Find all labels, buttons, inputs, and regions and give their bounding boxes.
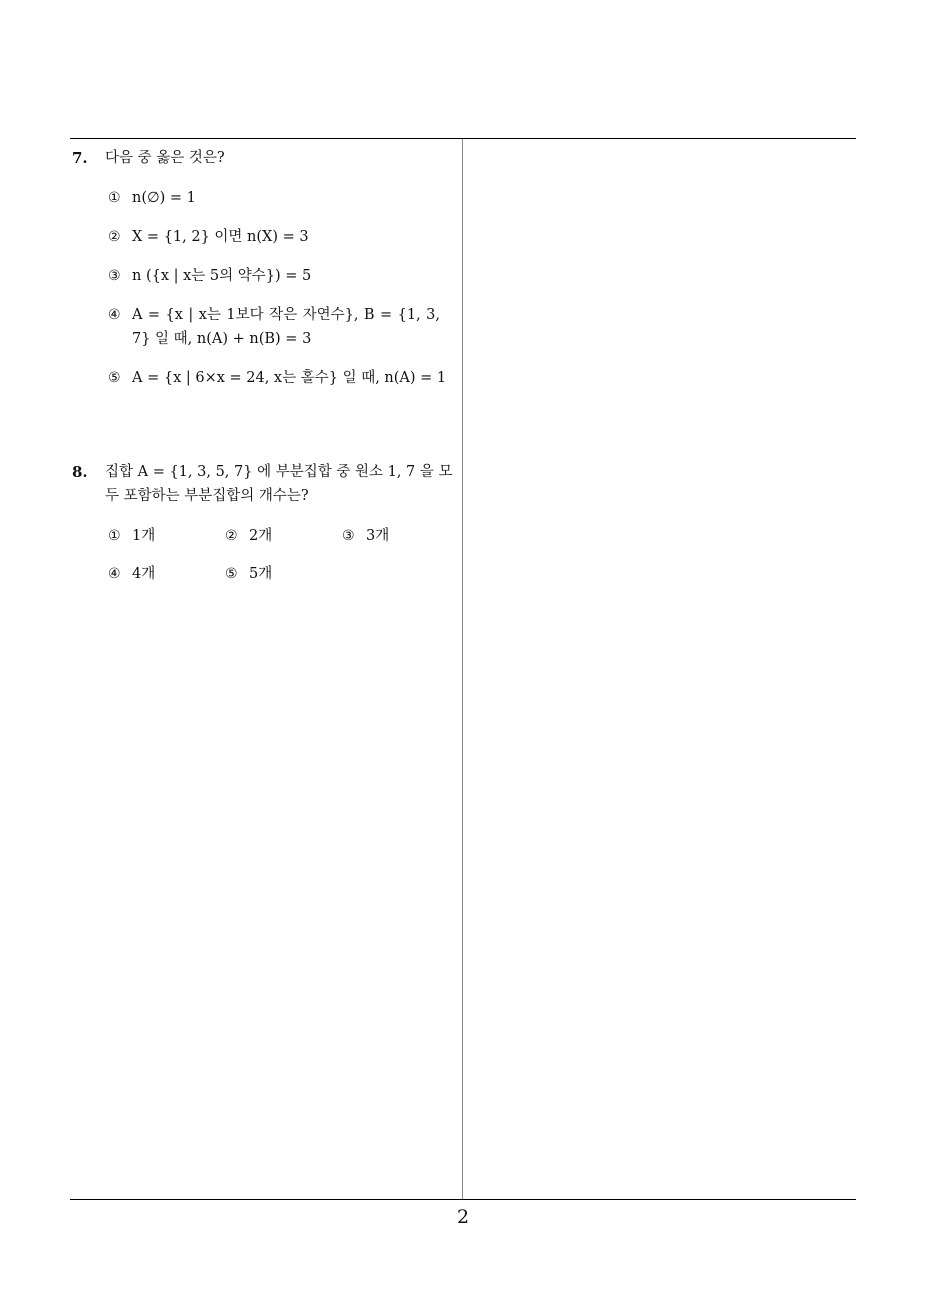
choice-text: A = {x | x는 1보다 작은 자연수}, B = {1, 3, 7} 일 때, n(A) + n(B) = 3 — [132, 307, 440, 347]
choice-marker: ③ — [342, 528, 355, 544]
choice-text: n(∅) = 1 — [132, 190, 196, 206]
choice-3[interactable] — [342, 524, 459, 548]
top-rule — [70, 138, 856, 139]
choice-text: 1개 — [132, 528, 156, 544]
choice-1[interactable] — [108, 524, 225, 548]
choice-marker: ③ — [108, 268, 121, 284]
choice-2[interactable] — [108, 225, 456, 249]
choice-1[interactable] — [108, 186, 456, 210]
question-text: 집합 A = {1, 3, 5, 7} 에 부분집합 중 원소 1, 7 을 모두 포함하는 부분집합의 개수는? — [105, 464, 453, 504]
choice-marker: ② — [225, 528, 238, 544]
choice-list — [108, 524, 456, 586]
choice-marker: ① — [108, 190, 121, 206]
page-number: 2 — [456, 1206, 470, 1228]
choice-marker: ④ — [108, 307, 121, 323]
choice-text: 3개 — [366, 528, 390, 544]
choice-text: 4개 — [132, 566, 156, 582]
choice-text: X = {1, 2} 이면 n(X) = 3 — [132, 229, 309, 245]
choice-marker: ⑤ — [225, 566, 238, 582]
choice-marker: ② — [108, 229, 121, 245]
choice-4[interactable] — [108, 562, 225, 586]
choice-text: A = {x | 6×x = 24, x는 홀수} 일 때, n(A) = 1 — [132, 370, 447, 386]
choice-marker: ① — [108, 528, 121, 544]
choice-5[interactable] — [108, 366, 456, 390]
choice-marker: ④ — [108, 566, 121, 582]
question-number: 7. — [72, 149, 88, 167]
question-number: 8. — [72, 463, 88, 481]
question-text: 다음 중 옳은 것은? — [105, 150, 225, 166]
choice-4[interactable] — [108, 303, 456, 351]
column-divider — [462, 139, 463, 1200]
choice-text: 5개 — [249, 566, 273, 582]
choice-list — [108, 186, 456, 390]
choice-text: n ({x | x는 5의 약수}) = 5 — [132, 268, 312, 284]
question-7 — [72, 146, 456, 390]
question-8 — [72, 460, 456, 586]
left-column — [72, 146, 456, 586]
choice-5[interactable] — [225, 562, 342, 586]
choice-3[interactable] — [108, 264, 456, 288]
choice-marker: ⑤ — [108, 370, 121, 386]
choice-2[interactable] — [225, 524, 342, 548]
bottom-rule — [70, 1199, 856, 1200]
choice-text: 2개 — [249, 528, 273, 544]
